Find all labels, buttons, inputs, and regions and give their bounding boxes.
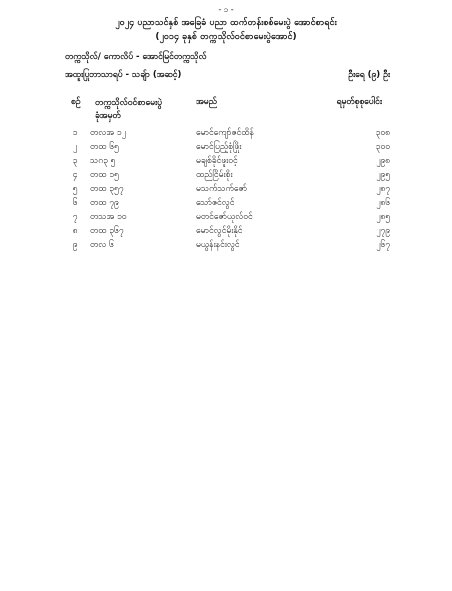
row-name: ထည်ငြိမ်းစိုး — [196, 170, 233, 180]
row-name: မသက်သက်ဇော် — [196, 184, 248, 194]
row-roll: တလ ၆ — [90, 240, 114, 250]
row-name: မောင်ကျော်ဇင်ထိန် — [196, 128, 254, 138]
table-row — [60, 127, 390, 141]
row-number: ၅ — [72, 184, 78, 194]
row-marks: ၂၉၈ — [376, 156, 390, 166]
column-header-roll — [95, 97, 162, 123]
row-roll: တထ ၃၅၇ — [90, 184, 124, 194]
row-marks: ၃၀၈ — [375, 128, 390, 138]
document-title: ၂၀၂၄ ပညာသင်နှစ် အခြေခံ ပညာ ထက်တန်းစစ်မေးပွဲ အောင်စာရင်း — [115, 18, 337, 28]
row-marks: ၂၈၆ — [376, 198, 390, 208]
row-number: ၃ — [72, 156, 78, 166]
row-roll: တလအ ၁၂ — [90, 128, 126, 138]
document-subtitle: (၂၀၁၄ ခုနှစ် တက္ကသိုလ်ဝင်စာမေးပွဲအောင်) — [155, 32, 297, 42]
table-row — [60, 225, 390, 239]
column-header-name: အမည် — [196, 97, 217, 107]
row-number: ၁ — [72, 128, 78, 138]
row-number: ၇ — [72, 212, 78, 222]
table-row — [60, 183, 390, 197]
table-row — [60, 239, 390, 253]
page-number: - ၁ - — [218, 5, 234, 14]
university-line: တက္ကသိုလ်/ ကောလိပ် - အောင်မြင်တက္ကသိုလ် — [65, 52, 207, 62]
row-marks: ၂၈၇ — [376, 184, 390, 194]
row-number: ၂ — [72, 142, 78, 152]
row-name: မောင်လွင်မိုးနိုင် — [196, 226, 243, 236]
row-name: မချစ်ခိုင်ဖူးဝင့် — [196, 156, 238, 166]
row-name: မတင်ဇော်ယုလ်ဝင် — [196, 212, 253, 222]
row-marks: ၂၈၅ — [376, 212, 390, 222]
row-name: မောင်ပြည့်စုံဖြိုး — [196, 142, 242, 152]
row-roll: တသအ ၁၀ — [90, 212, 127, 222]
row-roll: တထ ၃၆၇ — [90, 226, 124, 236]
table-row — [60, 211, 390, 225]
row-number: ၄ — [72, 170, 78, 180]
row-marks: ၂၆၇ — [376, 240, 390, 250]
results-table — [60, 127, 390, 253]
subject-line: အထူးပြုဘာသာရပ် - သချ်ာ (အဆင့်) — [65, 70, 182, 80]
row-roll: တထ ၆၅ — [90, 142, 119, 152]
table-row — [60, 155, 390, 169]
row-number: ၈ — [72, 226, 78, 236]
row-roll: သဂ၃ ၅ — [90, 156, 116, 166]
row-roll: တထ ၁၅ — [90, 170, 119, 180]
row-marks: ၂၉၅ — [376, 170, 390, 180]
row-name: မယွန်းနင်းလွင် — [196, 240, 240, 250]
column-header-roll-line1: တက္ကသိုလ်ဝင်စာမေးပွဲ — [95, 98, 163, 108]
column-header-marks: ရမှတ်စုစုပေါင်း — [336, 97, 382, 107]
row-roll: တထ ၇၉ — [90, 198, 119, 208]
row-name: သော်ဇင်လွင် — [196, 198, 235, 208]
table-row — [60, 141, 390, 155]
table-row — [60, 169, 390, 183]
count-label: ဦးရေ (၉) ဦး — [348, 70, 390, 80]
column-header-no: စဉ် — [71, 97, 81, 107]
row-marks: ၂၇၉ — [376, 226, 390, 236]
column-header-roll-line2: ခုံအမှတ် — [95, 111, 121, 121]
row-number: ၆ — [72, 198, 78, 208]
row-marks: ၃၀၀ — [375, 142, 390, 152]
row-number: ၉ — [72, 240, 78, 250]
table-row — [60, 197, 390, 211]
